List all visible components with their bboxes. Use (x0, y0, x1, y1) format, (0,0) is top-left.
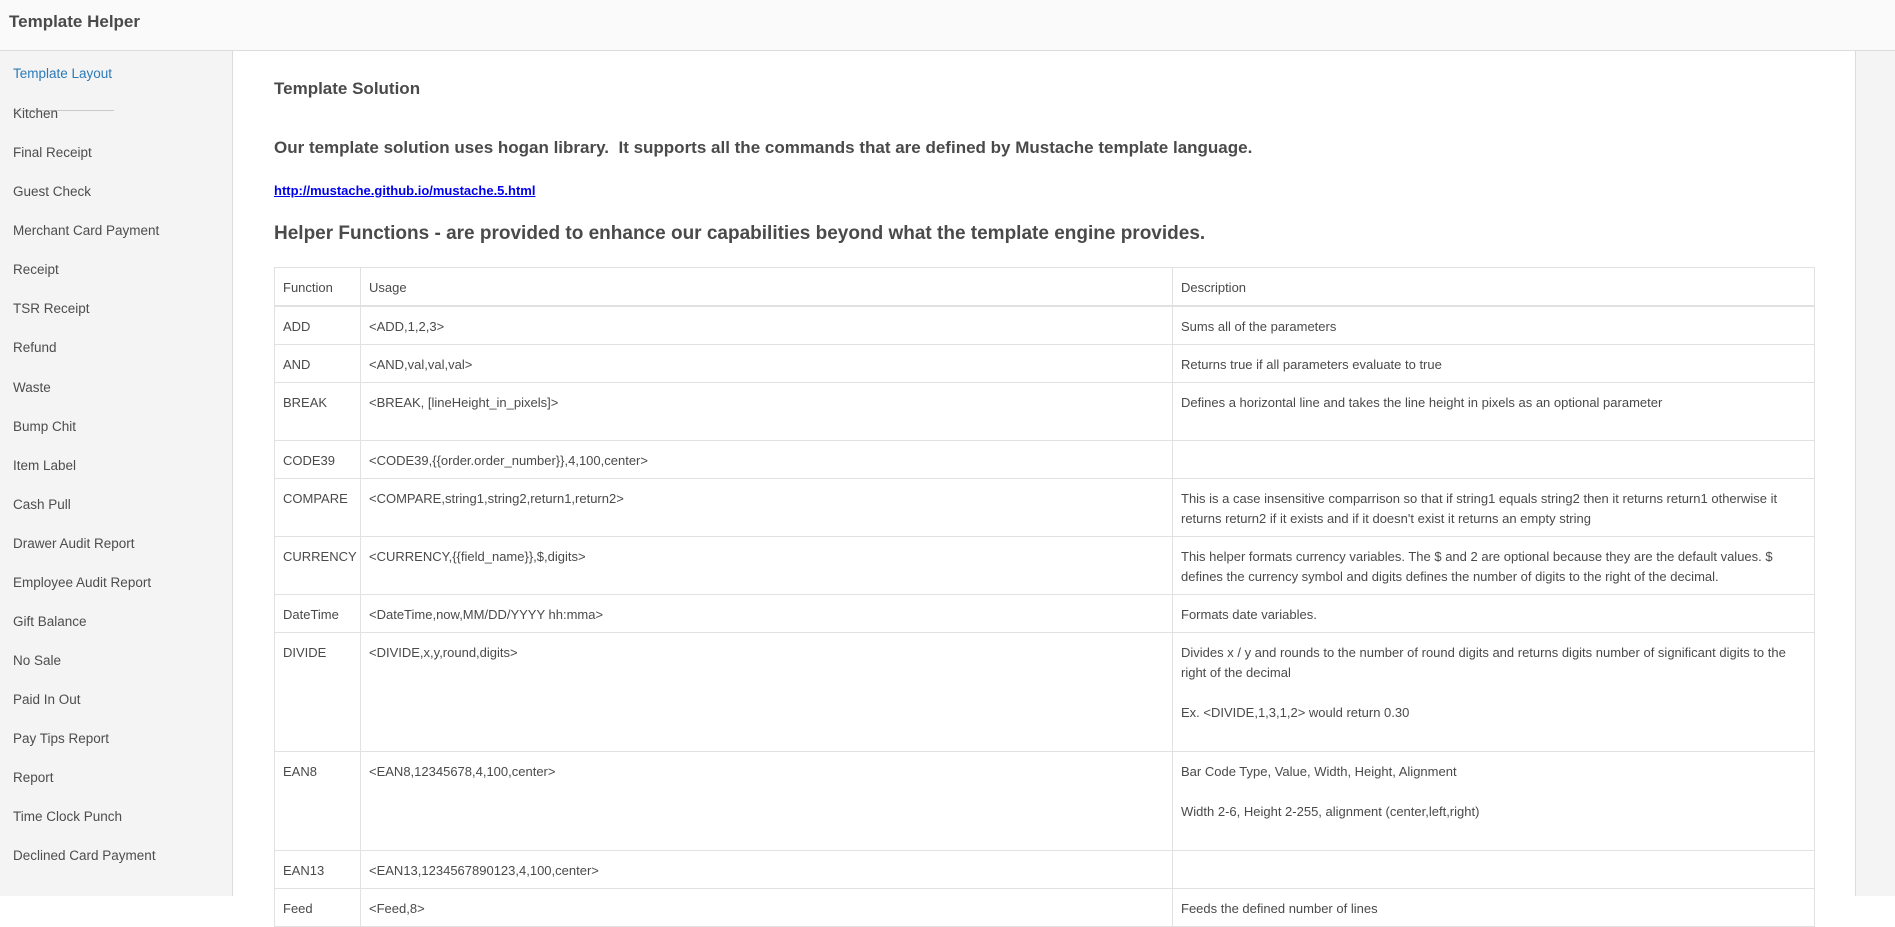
helper-functions-table (274, 267, 1815, 927)
description-paragraph: This is a case insensitive comparrison so that if string1 equals string2 then it returns return1 otherwise it returns return2 if it exists and if it doesn't exist it returns an empty string (1181, 491, 1778, 526)
cell-description (1173, 633, 1815, 752)
helper-functions-heading: Helper Functions - are provided to enhance our capabilities beyond what the template engine provides. (274, 223, 1206, 244)
description-paragraph: Returns true if all parameters evaluate to true (1181, 357, 1442, 372)
cell-usage: <EAN13,1234567890123,4,100,center> (361, 851, 1173, 889)
cell-usage: <CODE39,{{order.order_number}},4,100,center> (361, 441, 1173, 479)
cell-function: COMPARE (275, 479, 361, 537)
sidebar-item-guest-check[interactable]: Guest Check (13, 184, 92, 199)
cell-usage: <COMPARE,string1,string2,return1,return2> (361, 479, 1173, 537)
cell-usage: <Feed,8> (361, 889, 1173, 927)
cell-function: DIVIDE (275, 633, 361, 752)
sidebar-item-report[interactable]: Report (13, 770, 54, 785)
app-header (0, 0, 1895, 51)
sidebar-item-employee-audit-report[interactable]: Employee Audit Report (13, 575, 152, 590)
description-paragraph: Defines a horizontal line and takes the line height in pixels as an optional parameter (1181, 395, 1663, 410)
cell-description (1173, 383, 1815, 441)
table-row (275, 633, 1815, 752)
cell-usage: <DIVIDE,x,y,round,digits> (361, 633, 1173, 752)
sidebar-item-kitchen[interactable]: Kitchen (13, 106, 59, 121)
column-header-usage: Usage (361, 268, 1173, 307)
section-title: Template Solution (274, 79, 421, 98)
cell-description (1173, 441, 1815, 479)
cell-description (1173, 889, 1815, 927)
paragraph-gap (1181, 782, 1806, 802)
table-row (275, 441, 1815, 479)
paragraph-gap (1181, 683, 1806, 703)
column-header-description: Description (1173, 268, 1815, 307)
sidebar-item-refund[interactable]: Refund (13, 340, 57, 355)
cell-usage: <ADD,1,2,3> (361, 306, 1173, 345)
cell-description (1173, 479, 1815, 537)
table-row (275, 479, 1815, 537)
cell-usage: <CURRENCY,{{field_name}},$,digits> (361, 537, 1173, 595)
cell-function: Feed (275, 889, 361, 927)
cell-usage: <BREAK, [lineHeight_in_pixels]> (361, 383, 1173, 441)
table-body (275, 306, 1815, 927)
cell-usage: <EAN8,12345678,4,100,center> (361, 752, 1173, 851)
table-row (275, 851, 1815, 889)
sidebar-item-merchant-card-payment[interactable]: Merchant Card Payment (13, 223, 160, 238)
sidebar-item-tsr-receipt[interactable]: TSR Receipt (13, 301, 90, 316)
cell-description (1173, 851, 1815, 889)
sidebar-item-time-clock-punch[interactable]: Time Clock Punch (13, 809, 123, 824)
sidebar-item-no-sale[interactable]: No Sale (13, 653, 62, 668)
cell-function: EAN8 (275, 752, 361, 851)
main-content (234, 51, 1855, 916)
cell-description (1173, 537, 1815, 595)
sidebar-item-receipt[interactable]: Receipt (13, 262, 59, 277)
table-header-row (275, 268, 1815, 307)
cell-function: CURRENCY (275, 537, 361, 595)
description-paragraph: Bar Code Type, Value, Width, Height, Alignment (1181, 764, 1457, 779)
table-row (275, 383, 1815, 441)
cell-function: ADD (275, 306, 361, 345)
sidebar-item-item-label[interactable]: Item Label (13, 458, 77, 473)
description-paragraph: Feeds the defined number of lines (1181, 901, 1378, 916)
sidebar-item-bump-chit[interactable]: Bump Chit (13, 419, 77, 434)
description-paragraph: Formats date variables. (1181, 607, 1317, 622)
description-paragraph: Divides x / y and rounds to the number of round digits and returns digits number of significant digits to the right of the decimal (1181, 645, 1786, 680)
column-header-function: Function (275, 268, 361, 307)
cell-function: AND (275, 345, 361, 383)
scrollbar-track[interactable] (1855, 51, 1895, 896)
cell-function: BREAK (275, 383, 361, 441)
mustache-docs-link[interactable]: http://mustache.github.io/mustache.5.html (274, 183, 536, 198)
app-title: Template Helper (9, 12, 141, 31)
description-paragraph: Ex. <DIVIDE,1,3,1,2> would return 0.30 (1181, 705, 1410, 720)
table-row (275, 306, 1815, 345)
sidebar-item-pay-tips-report[interactable]: Pay Tips Report (13, 731, 110, 746)
sidebar-nav (0, 51, 233, 896)
sidebar-item-waste[interactable]: Waste (13, 380, 51, 395)
sidebar-item-template-layout[interactable]: Template Layout (13, 66, 113, 81)
table-row (275, 889, 1815, 927)
table-row (275, 345, 1815, 383)
cell-function: CODE39 (275, 441, 361, 479)
cell-description (1173, 306, 1815, 345)
sidebar-item-cash-pull[interactable]: Cash Pull (13, 497, 71, 512)
cell-usage: <DateTime,now,MM/DD/YYYY hh:mma> (361, 595, 1173, 633)
sidebar-item-paid-in-out[interactable]: Paid In Out (13, 692, 81, 707)
table-row (275, 752, 1815, 851)
description-paragraph: This helper formats currency variables. The $ and 2 are optional because they are the default values. $ defines the currency symbol and digits defines the number of digits to the right of the decimal. (1181, 549, 1773, 584)
sidebar-item-gift-balance[interactable]: Gift Balance (13, 614, 87, 629)
sidebar-item-final-receipt[interactable]: Final Receipt (13, 145, 92, 160)
description-paragraph: Width 2-6, Height 2-255, alignment (center,left,right) (1181, 804, 1480, 819)
cell-description (1173, 752, 1815, 851)
cell-function: EAN13 (275, 851, 361, 889)
cell-description (1173, 345, 1815, 383)
cell-usage: <AND,val,val,val> (361, 345, 1173, 383)
table-row (275, 537, 1815, 595)
intro-text: Our template solution uses hogan library. It supports all the commands that are defined by Mustache template language. (274, 138, 1253, 157)
cell-function: DateTime (275, 595, 361, 633)
table-row (275, 595, 1815, 633)
description-paragraph: Sums all of the parameters (1181, 319, 1337, 334)
sidebar-item-drawer-audit-report[interactable]: Drawer Audit Report (13, 536, 135, 551)
sidebar-item-declined-card-payment[interactable]: Declined Card Payment (13, 848, 156, 863)
cell-description (1173, 595, 1815, 633)
